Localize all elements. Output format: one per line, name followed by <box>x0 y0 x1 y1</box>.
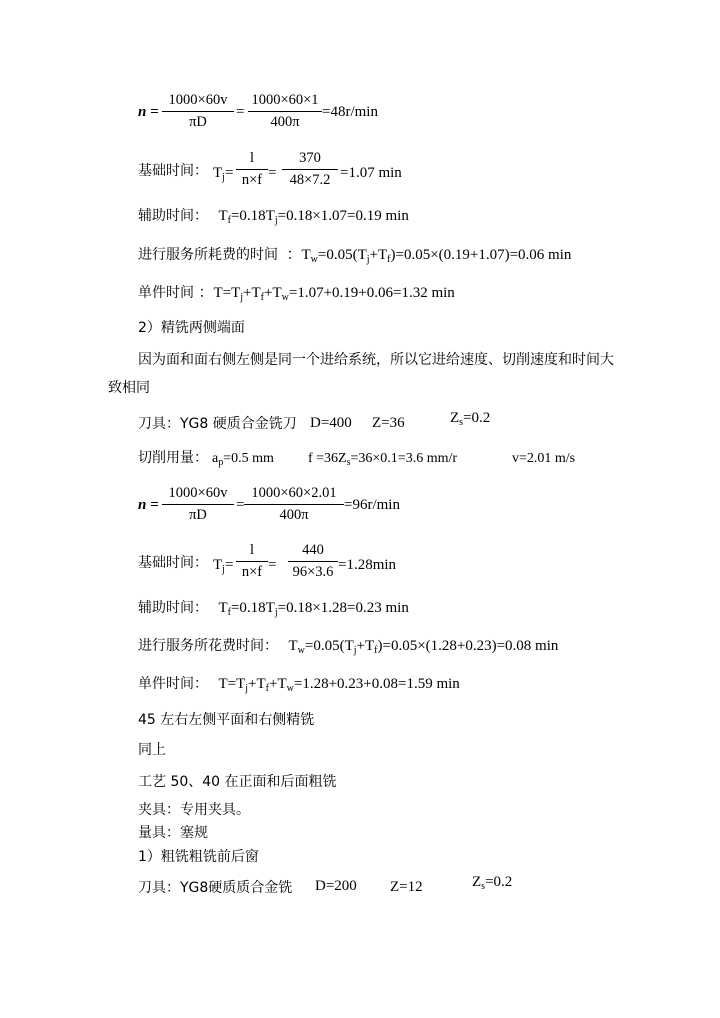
fraction-440: $\frac{440}{96\times 3.6}$ <box>288 542 338 581</box>
fixture-line: 夹具：专用夹具。 <box>138 802 250 818</box>
fraction-l-nf: $\frac{l}{n\times f}$ <box>236 542 268 581</box>
section-heading-finish-mill: 2）精铣两侧端面 <box>138 320 245 336</box>
fraction-value: $\frac{1000\times 60\times 1}{400\pi}$ <box>248 92 322 131</box>
n-symbol: n = <box>138 104 159 120</box>
fraction-370: $\frac{370}{48\times 7.2}$ <box>282 150 338 189</box>
same-as-above: 同上 <box>138 742 166 758</box>
fraction-l-nf: $\frac{l}{n\times f}$ <box>236 150 268 189</box>
paragraph-line-1: 因为面和面右侧左侧是同一个进给系统，所以它进给速度、切削速度和时间大 <box>138 352 614 368</box>
section-heading-rough-mill: 1）粗铣粗铣前后窗 <box>138 849 259 865</box>
service-time-1: 进行服务所耗费的时间 ：$T_w=0.05(T_j+T_f)=0.05\times(0.19+1.07)=0.06$ min <box>138 247 572 265</box>
unit-time-2: 单件时间： $T=T_j+T_f+T_w=1.28+0.23+0.08=1.59$ min <box>138 676 460 694</box>
fraction-speed: $\frac{1000\times 60v}{\pi D}$ <box>162 485 234 524</box>
process-45-line: 45 左右左侧平面和右侧精铣 <box>138 712 315 728</box>
aux-time-1: 辅助时间： $T_f=0.18T_j=0.18\times 1.07=0.19$ min <box>138 208 409 226</box>
service-time-2: 进行服务所花费时间： $T_w=0.05(T_j+T_f)=0.05\times(1.28+0.23)=0.08$ min <box>138 638 559 656</box>
unit-time-1: 单件时间 ：$T=T_j+T_f+T_w=1.07+0.19+0.06=1.32$ min <box>138 285 455 303</box>
fraction-speed: $\frac{1000\times 60v}{\pi D}$ <box>162 92 234 131</box>
process-50-40-line: 工艺 50、40 在正面和后面粗铣 <box>138 774 337 790</box>
label: 基础时间： <box>138 163 208 179</box>
fraction-value: $\frac{1000\times 60\times 2.01}{400\pi}$ <box>244 485 344 524</box>
paragraph-line-2: 致相同 <box>108 380 150 396</box>
gauge-line: 量具：塞规 <box>138 825 208 841</box>
aux-time-2: 辅助时间： $T_f=0.18T_j=0.18\times 1.28=0.23$ min <box>138 600 409 618</box>
